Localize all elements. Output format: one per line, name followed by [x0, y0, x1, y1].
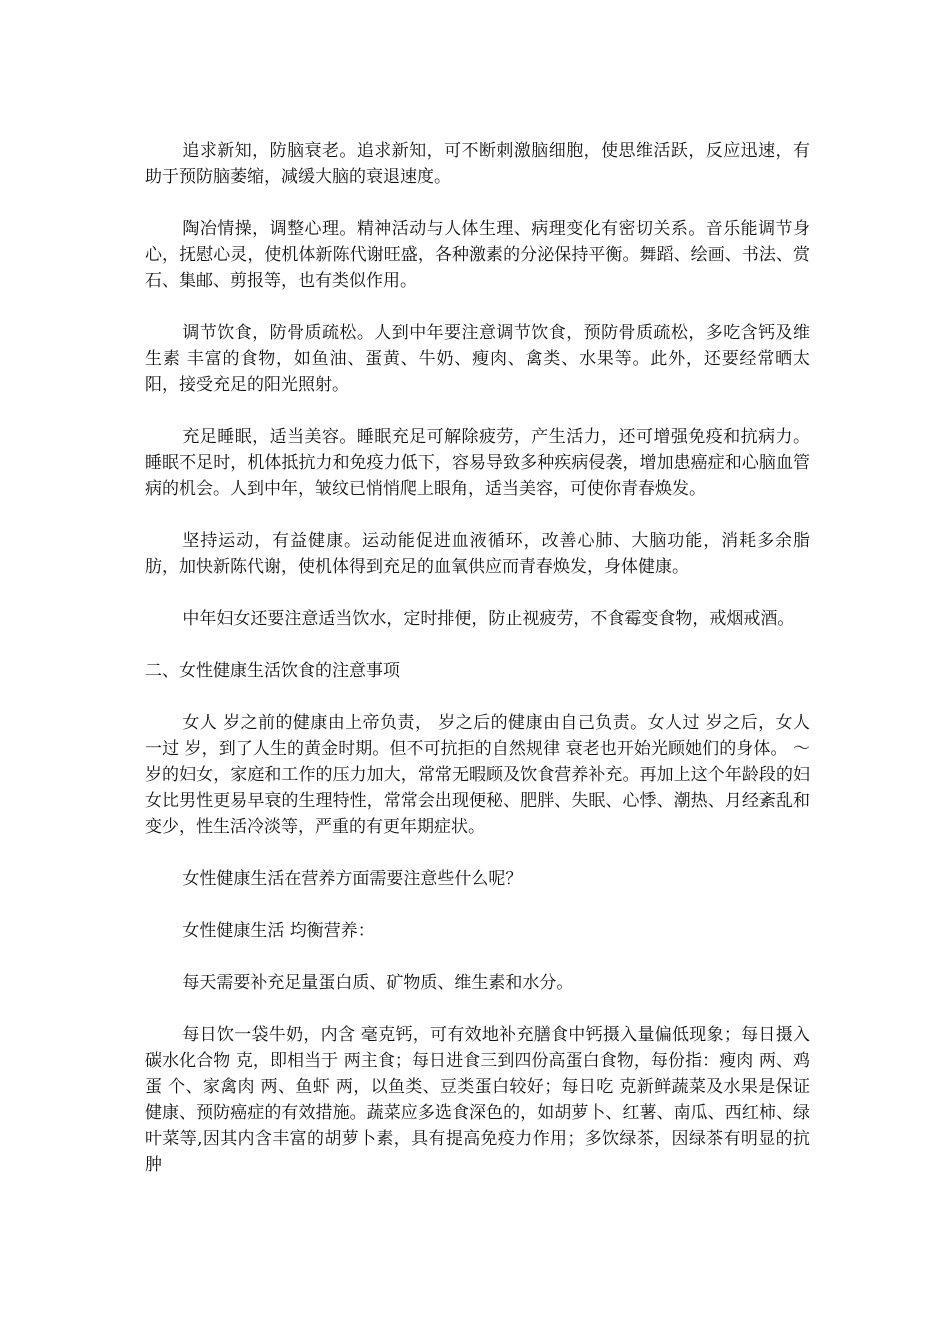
- paragraph-exercise: 坚持运动，有益健康。运动能促进血液循环，改善心肺、大脑功能，消耗多余脂肪，加快新陈代谢，使机体得到充足的血氧供应而青春焕发，身体健康。: [145, 531, 810, 577]
- paragraph-mood: 陶冶情操，调整心理。精神活动与人体生理、病理变化有密切关系。音乐能调节身心，抚慰心灵，使机体新陈代谢旺盛，各种激素的分泌保持平衡。舞蹈、绘画、书法、赏石、集邮、剪报等，也有类似作用。: [145, 219, 810, 291]
- paragraph-new-knowledge: 追求新知，防脑衰老。追求新知，可不断刺激脑细胞，使思维活跃，反应迅速，有助于预防脑萎缩，减缓大脑的衰退速度。: [145, 141, 810, 187]
- paragraph-women-age: 女人 岁之前的健康由上帝负责， 岁之后的健康由自己负责。女人过 岁之后，女人一过 岁，到了人生的黄金时期。但不可抗拒的自然规律 衰老也开始光顾她们的身体。 ～ 岁的妇女，家庭和工作的压力加大，常常无暇顾及饮食营养补充。再加上这个年龄段的妇女比男性更易早衰的生理特性，常常会出现便秘、肥胖、失眠、心悸、潮热、月经紊乱和变少，性生活冷淡等，严重的有更年期症状。: [145, 713, 810, 837]
- paragraph-balanced-nutrition: 女性健康生活 均衡营养：: [182, 921, 375, 941]
- paragraph-daily-diet: 每日饮一袋牛奶，内含 毫克钙，可有效地补充膳食中钙摄入量偏低现象；每日摄入碳水化合物 克，即相当于 两主食；每日进食三到四份高蛋白食物，每份指：瘦肉 两、鸡蛋 个、家禽肉 两、鱼虾 两，以鱼类、豆类蛋白较好；每日吃 克新鲜蔬菜及水果是保证健康、预防癌症的有效措施。蔬菜应多选食深色的，如胡萝卜、红薯、南瓜、西红柿、绿叶菜等,因其内含丰富的胡萝卜素，具有提高免疫力作用；多饮绿茶，因绿茶有明显的抗肿: [145, 1025, 810, 1175]
- paragraph-diet-bones: 调节饮食，防骨质疏松。人到中年要注意调节饮食，预防骨质疏松，多吃含钙及维生素 丰富的食物，如鱼油、蛋黄、牛奶、瘦肉、禽类、水果等。此外，还要经常晒太阳，接受充足的阳光照射。: [145, 323, 810, 395]
- paragraph-sleep: 充足睡眠，适当美容。睡眠充足可解除疲劳，产生活力，还可增强免疫和抗病力。睡眠不足时，机体抵抗力和免疫力低下，容易导致多种疾病侵袭，增加患癌症和心脑血管病的机会。人到中年，皱纹已悄悄爬上眼角，适当美容，可使你青春焕发。: [145, 427, 810, 499]
- paragraph-daily-needs: 每天需要补充足量蛋白质、矿物质、维生素和水分。: [182, 973, 574, 993]
- section-heading: 二、女性健康生活饮食的注意事项: [145, 661, 400, 681]
- paragraph-question: 女性健康生活在营养方面需要注意些什么呢？: [182, 869, 523, 889]
- document-page: [145, 138, 810, 1178]
- paragraph-habits: 中年妇女还要注意适当饮水，定时排便，防止视疲劳，不食霉变食物，戒烟戒酒。: [182, 609, 795, 629]
